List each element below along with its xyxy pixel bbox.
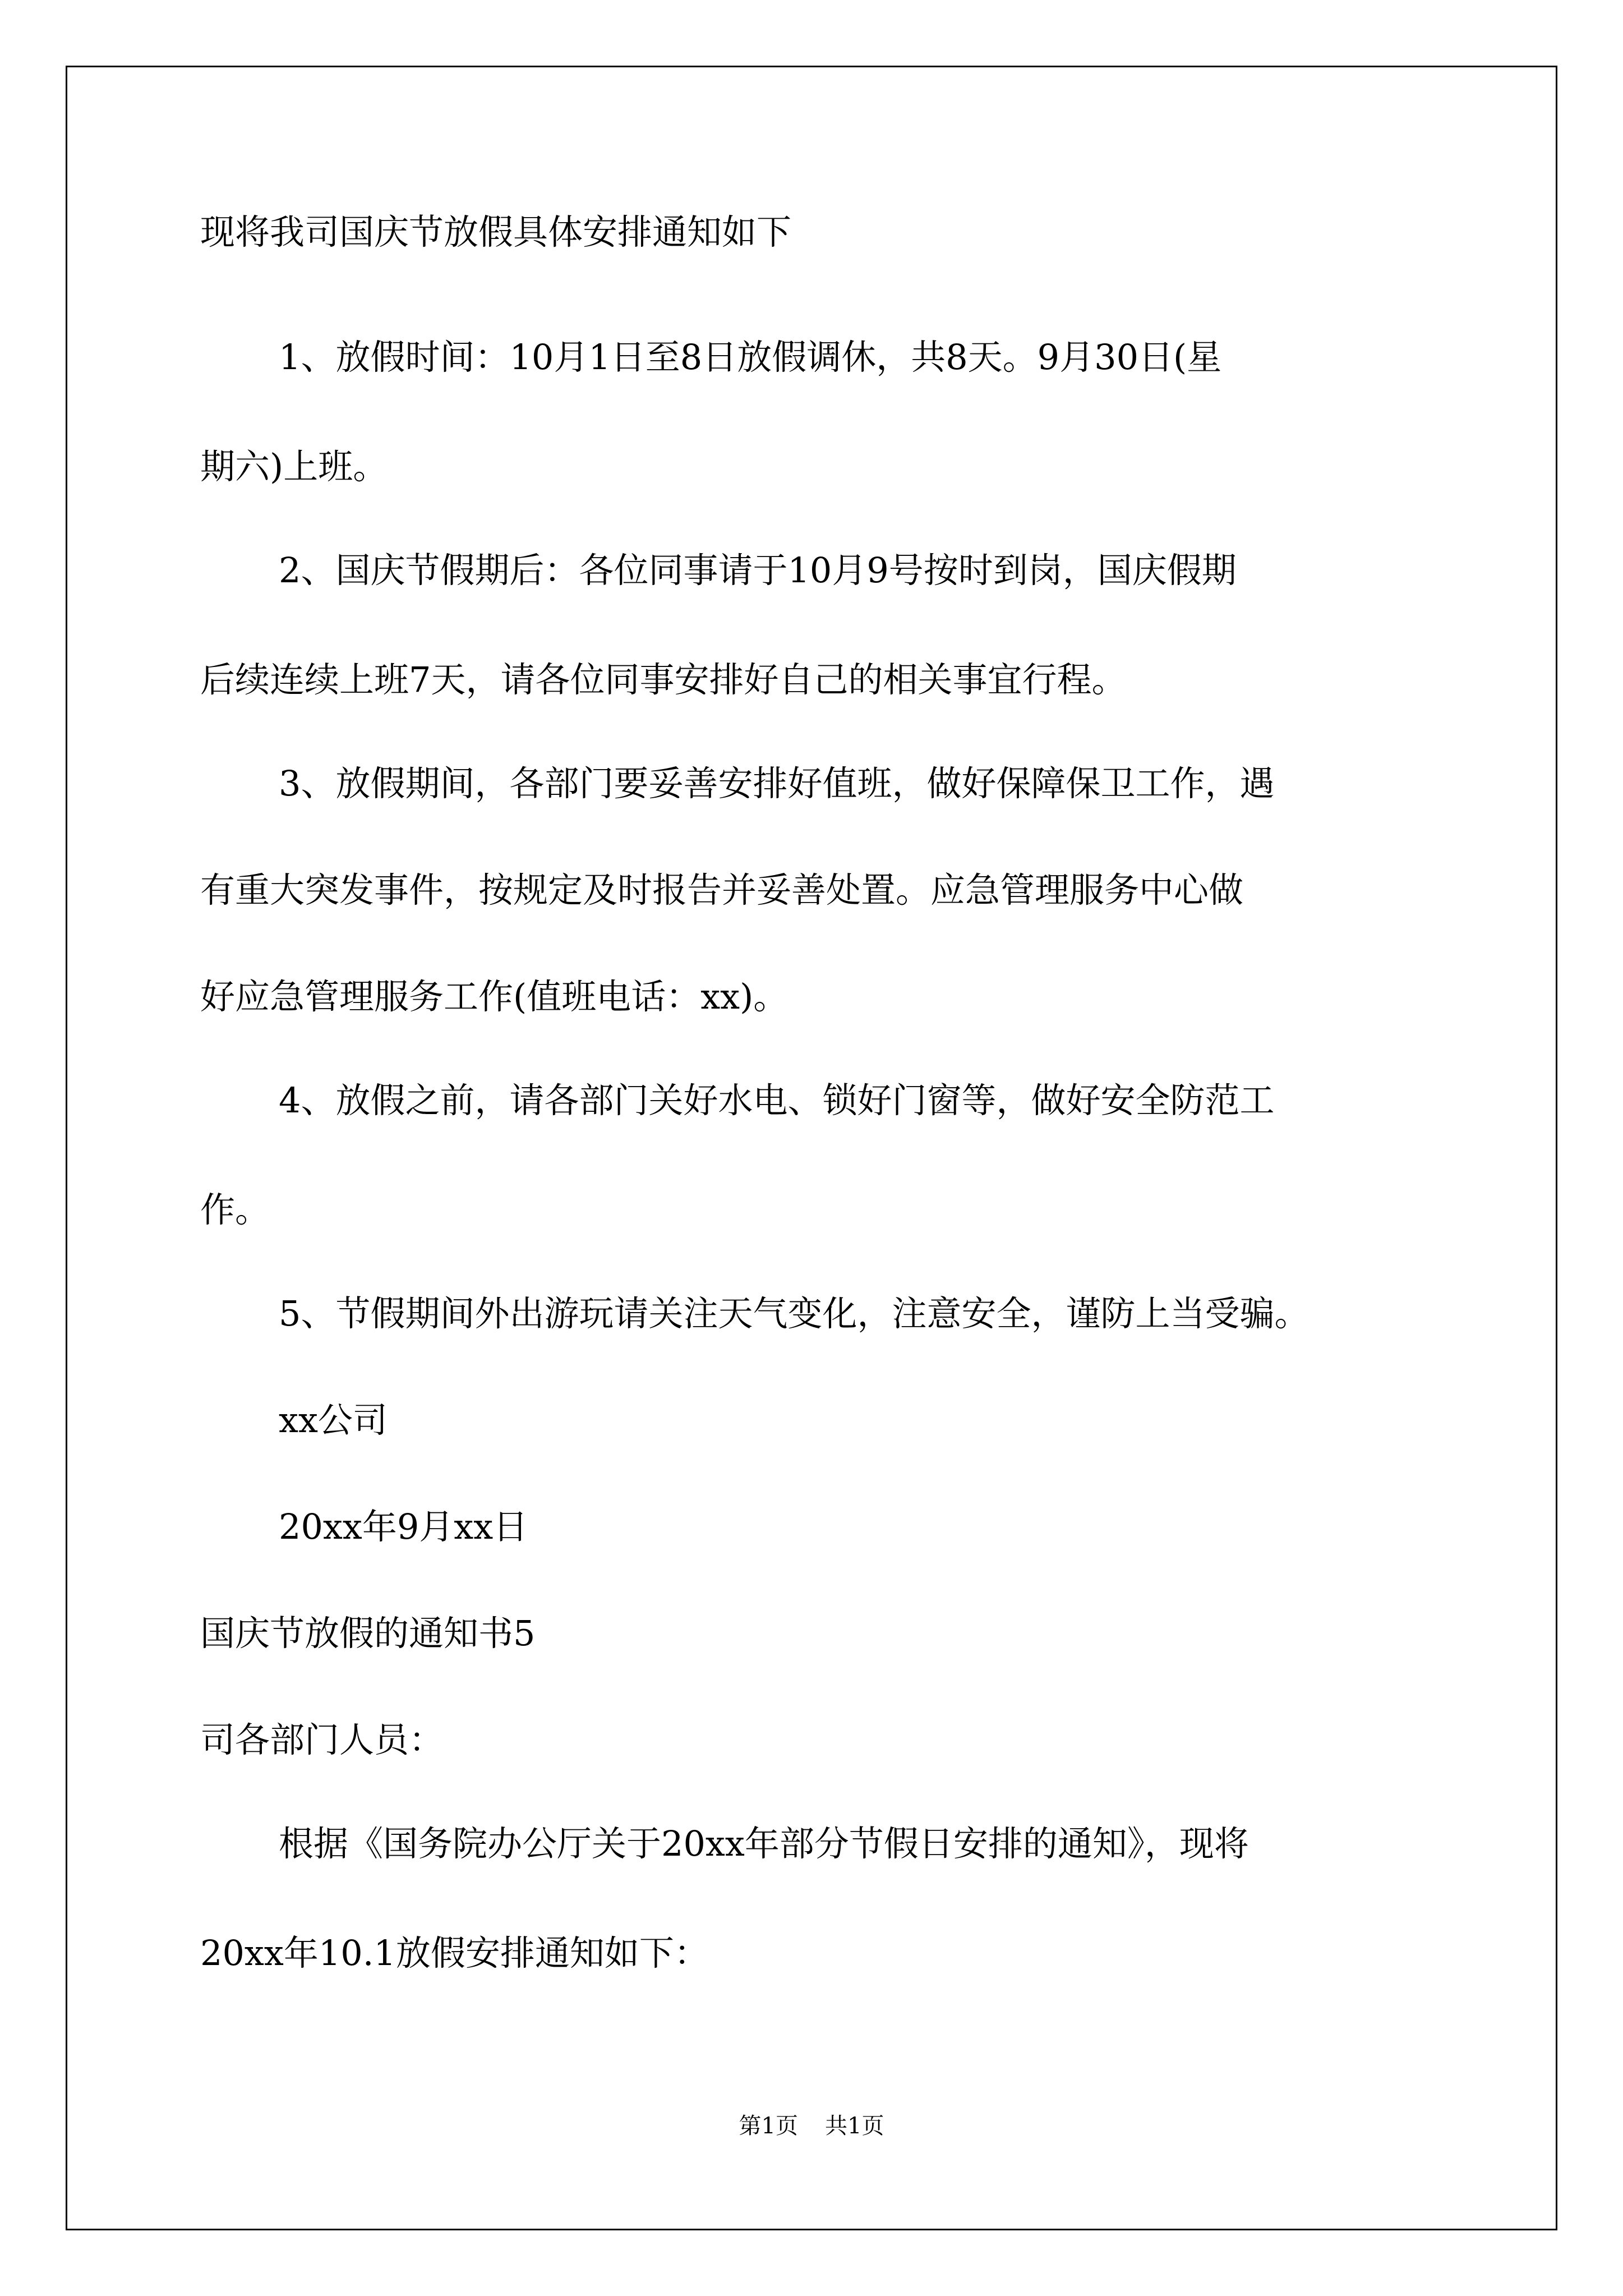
item-2-line-2: 后续连续上班7天，请各位同事安排好自己的相关事宜行程。 [200,659,1127,700]
salutation: 司各部门人员： [200,1719,444,1760]
item-4-line-1: 4、放假之前，请各部门关好水电、锁好门窗等，做好安全防范工 [279,1080,1275,1121]
page-count: 共1页 [825,2113,884,2139]
item-2-line-1: 2、国庆节假期后：各位同事请于10月9号按时到岗，国庆假期 [279,550,1237,591]
page-footer [0,2110,1623,2142]
intro-line: 现将我司国庆节放假具体安排通知如下 [200,211,792,252]
item-4-line-2: 作。 [200,1189,270,1230]
item-1-line-1: 1、放假时间：10月1日至8日放假调休，共8天。9月30日(星 [279,337,1222,378]
body-line-2: 20xx年10.1放假安排通知如下： [200,1932,709,1973]
item-3-line-2: 有重大突发事件，按规定及时报告并妥善处置。应急管理服务中心做 [200,869,1244,910]
page-border [66,66,1557,2230]
signature-date: 20xx年9月xx日 [279,1506,528,1547]
item-3-line-1: 3、放假期间，各部门要妥善安排好值班，做好保障保卫工作，遇 [279,763,1275,804]
signature-company: xx公司 [279,1400,388,1441]
page-number: 第1页 [739,2113,798,2139]
item-1-line-2: 期六)上班。 [200,446,388,487]
section-title: 国庆节放假的通知书5 [200,1613,536,1654]
item-3-line-3: 好应急管理服务工作(值班电话：xx)。 [200,976,789,1017]
body-line-1: 根据《国务院办公厅关于20xx年部分节假日安排的通知》，现将 [279,1823,1249,1864]
item-5-line-1: 5、节假期间外出游玩请关注天气变化，注意安全，谨防上当受骗。 [279,1293,1310,1334]
